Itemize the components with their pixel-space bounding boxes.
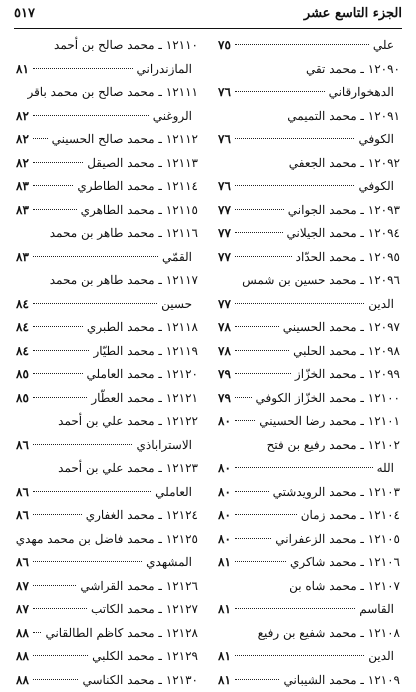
index-entry	[218, 222, 400, 246]
entry-page-number: ٧٦	[218, 128, 231, 152]
entry-text: ١٢١١٣ ـ محمد الصيقل	[87, 152, 198, 176]
entry-text: ١٢٠٩٨ ـ محمد الحلبي	[293, 340, 400, 364]
entry-page-number: ٨٦	[16, 481, 29, 505]
entry-text: ١٢١١٧ ـ محمد طاهر بن محمد	[50, 273, 198, 287]
entry-page-number: ٧٥	[218, 34, 231, 58]
index-entry	[218, 246, 400, 270]
entry-text: ١٢١٠٦ ـ محمد شاكري	[290, 551, 400, 575]
entry-page-number: ٨٢	[16, 152, 29, 176]
entry-page-number: ٧٧	[218, 199, 231, 223]
index-entry-continuation	[218, 128, 400, 152]
index-entry	[218, 481, 400, 505]
entry-page-number: ٨٧	[16, 575, 29, 599]
entry-text: ١٢١٠٧ ـ محمد شاه بن	[289, 579, 400, 593]
entry-text: ١٢١٣٠ ـ محمد الكناسي	[82, 669, 198, 692]
dot-leader	[33, 397, 87, 398]
entry-page-number: ٧٧	[218, 222, 231, 246]
entry-text: حسين	[161, 293, 192, 317]
entry-text: علي	[373, 34, 394, 58]
entry-text: ١٢١٢٨ ـ محمد كاظم الطالقاني	[45, 622, 198, 646]
index-entry-continuation	[16, 58, 198, 82]
index-entry	[218, 410, 400, 434]
entry-page-number: ٧٧	[218, 246, 231, 270]
index-entry	[218, 105, 400, 129]
entry-text: ١٢١٢٥ ـ محمد فاضل بن محمد مهدي	[16, 532, 198, 546]
dot-leader	[235, 561, 286, 562]
dot-leader	[33, 185, 73, 186]
entry-text: ١٢١٠٣ ـ محمد الرويدشتي	[273, 481, 400, 505]
dot-leader	[33, 514, 82, 515]
entry-text: ١٢١٢٤ ـ محمد الغفاري	[86, 504, 198, 528]
entry-page-number: ٨١	[218, 598, 231, 622]
entry-page-number: ٨٦	[16, 504, 29, 528]
entry-text: ١٢١١٤ ـ محمد الطاطري	[77, 175, 198, 199]
entry-text: ١٢٠٩١ ـ محمد التميمي	[287, 109, 400, 123]
index-entry	[16, 81, 198, 105]
entry-text: ١٢١٠٠ ـ محمد الخزّاز الكوفي	[256, 387, 400, 411]
entry-text: ١٢٠٩٩ ـ محمد الخزّاز	[295, 363, 400, 387]
dot-leader	[235, 138, 355, 139]
index-entry-continuation	[16, 246, 198, 270]
entry-text: ١٢٠٩٥ ـ محمد الحدّاد	[296, 246, 400, 270]
dot-leader	[33, 655, 88, 656]
index-entry-continuation	[16, 434, 198, 458]
entry-text: القاسم	[359, 598, 394, 622]
index-entry	[16, 528, 198, 552]
entry-page-number: ٨٦	[16, 434, 29, 458]
index-column-right	[218, 34, 400, 692]
entry-text: الكوفي	[358, 128, 394, 152]
dot-leader	[33, 585, 76, 586]
entry-text: ١٢٠٩٢ ـ محمد الجعفي	[289, 156, 400, 170]
index-entry	[16, 128, 198, 152]
index-entry	[16, 269, 198, 293]
index-entry	[16, 363, 198, 387]
entry-text: ١٢١٢٠ ـ محمد العاملي	[87, 363, 198, 387]
entry-page-number: ٨١	[16, 58, 29, 82]
dot-leader	[33, 679, 79, 680]
entry-text: القمّي	[162, 246, 192, 270]
entry-text: ١٢١١٦ ـ محمد طاهر بن محمد	[50, 226, 198, 240]
index-entry	[218, 504, 400, 528]
entry-page-number: ٧٦	[218, 81, 231, 105]
dot-leader	[33, 68, 133, 69]
dot-leader	[235, 209, 284, 210]
dot-leader	[235, 467, 373, 468]
entry-page-number: ٨٤	[16, 293, 29, 317]
entry-page-number: ٨٧	[16, 598, 29, 622]
index-entry-continuation	[218, 645, 400, 669]
index-entry	[218, 551, 400, 575]
running-title: الجزء التاسع عشر	[304, 6, 402, 21]
entry-page-number: ٨٠	[218, 457, 231, 481]
index-entry	[16, 175, 198, 199]
dot-leader	[33, 303, 157, 304]
entry-page-number: ٨١	[218, 669, 231, 692]
entry-page-number: ٨٠	[218, 504, 231, 528]
entry-page-number: ٨٦	[16, 551, 29, 575]
index-entry-continuation	[218, 81, 400, 105]
entry-text: ١٢٠٩٦ ـ محمد حسين بن شمس	[242, 273, 400, 287]
dot-leader	[235, 397, 252, 398]
index-entry	[16, 34, 198, 58]
entry-text: المشهدي	[146, 551, 192, 575]
entry-text: ١٢١٢٩ ـ محمد الكلبي	[92, 645, 198, 669]
index-entry-continuation	[218, 457, 400, 481]
entry-page-number: ٨٠	[218, 528, 231, 552]
entry-text: ١٢١٠٩ ـ محمد الشيباني	[283, 669, 400, 692]
entry-page-number: ٨٨	[16, 622, 29, 646]
entry-text: الدين	[368, 293, 394, 317]
index-entry	[16, 340, 198, 364]
index-entry	[16, 152, 198, 176]
entry-page-number: ٨٣	[16, 246, 29, 270]
entry-page-number: ٨٨	[16, 645, 29, 669]
dot-leader	[235, 44, 369, 45]
entry-text: الكوفي	[358, 175, 394, 199]
dot-leader	[235, 373, 291, 374]
dot-leader	[33, 608, 87, 609]
entry-text: ١٢١٢٦ ـ محمد القراشي	[80, 575, 198, 599]
dot-leader	[33, 444, 133, 445]
entry-text: ١٢١٠٤ ـ محمد زمان	[301, 504, 400, 528]
entry-text: ١٢٠٩٤ ـ محمد الجيلاني	[287, 222, 400, 246]
index-entry	[218, 434, 400, 458]
entry-page-number: ٨٠	[218, 410, 231, 434]
entry-text: ١٢١١١ ـ محمد صالح بن محمد باقر	[27, 85, 198, 99]
index-entry-continuation	[16, 105, 198, 129]
index-entry-continuation	[218, 293, 400, 317]
entry-text: ١٢١٢٣ ـ محمد علي بن أحمد	[58, 461, 198, 475]
dot-leader	[235, 232, 283, 233]
entry-text: ١٢١٠٢ ـ محمد رفيع بن فتح	[267, 438, 400, 452]
index-entry	[218, 669, 400, 692]
index-entry	[218, 528, 400, 552]
entry-page-number: ٨٨	[16, 669, 29, 692]
entry-text: ١٢١٠٨ ـ محمد شفيع بن رفيع	[258, 626, 400, 640]
entry-page-number: ٨٥	[16, 363, 29, 387]
index-entry	[218, 340, 400, 364]
entry-text: ١٢٠٩٣ ـ محمد الجواني	[288, 199, 400, 223]
entry-text: ١٢١١٩ ـ محمد الطيّار	[93, 340, 198, 364]
dot-leader	[33, 326, 83, 327]
index-entry	[16, 669, 198, 692]
dot-leader	[235, 491, 269, 492]
dot-leader	[33, 350, 90, 351]
entry-page-number: ٨٣	[16, 175, 29, 199]
entry-text: ١٢١٢١ ـ محمد العطّار	[91, 387, 198, 411]
dot-leader	[235, 608, 355, 609]
index-entry	[218, 316, 400, 340]
header-rule	[14, 28, 402, 29]
entry-text: ١٢٠٩٧ ـ محمد الحسيني	[283, 316, 400, 340]
entry-page-number: ٧٩	[218, 363, 231, 387]
index-entry	[218, 622, 400, 646]
index-entry	[16, 645, 198, 669]
entry-text: الاستراباذي	[136, 434, 192, 458]
dot-leader	[33, 138, 48, 139]
index-entry	[218, 152, 400, 176]
entry-page-number: ٧٦	[218, 175, 231, 199]
dot-leader	[33, 632, 42, 633]
dot-leader	[33, 373, 83, 374]
entry-text: ١٢١١٠ ـ محمد صالح بن أحمد	[54, 38, 198, 52]
index-entry	[16, 199, 198, 223]
dot-leader	[235, 256, 292, 257]
dot-leader	[235, 655, 364, 656]
entry-text: ١٢١١٢ ـ محمد صالح الحسيني	[52, 128, 198, 152]
index-entry	[218, 387, 400, 411]
page-number: ٥١٧	[14, 6, 35, 21]
entry-text: ١٢١٢٧ ـ محمد الكاتب	[91, 598, 198, 622]
entry-text: الروغني	[153, 105, 192, 129]
entry-text: ١٢١١٥ ـ محمد الطاهري	[81, 199, 198, 223]
entry-page-number: ٧٧	[218, 293, 231, 317]
dot-leader	[33, 162, 83, 163]
entry-page-number: ٨٣	[16, 199, 29, 223]
index-entry	[218, 58, 400, 82]
entry-page-number: ٨١	[218, 645, 231, 669]
entry-page-number: ٨٤	[16, 316, 29, 340]
entry-page-number: ٨٠	[218, 481, 231, 505]
index-entry	[16, 504, 198, 528]
entry-text: ١٢١١٨ ـ محمد الطبري	[87, 316, 198, 340]
dot-leader	[235, 538, 271, 539]
dot-leader	[33, 561, 142, 562]
dot-leader	[235, 350, 289, 351]
index-entry	[218, 199, 400, 223]
entry-text: المازندراني	[137, 58, 193, 82]
index-entry	[16, 575, 198, 599]
entry-text: الله	[377, 457, 394, 481]
entry-text: ١٢١٠١ ـ محمد رضا الحسيني	[259, 410, 400, 434]
page-header	[14, 6, 402, 26]
entry-page-number: ٨١	[218, 551, 231, 575]
entry-page-number: ٧٩	[218, 387, 231, 411]
dot-leader	[33, 256, 158, 257]
index-entry-continuation	[16, 551, 198, 575]
entry-text: ١٢١٠٥ ـ محمد الزعفراني	[275, 528, 400, 552]
dot-leader	[235, 303, 364, 304]
entry-text: الدين	[368, 645, 394, 669]
dot-leader	[235, 420, 255, 421]
dot-leader	[33, 491, 151, 492]
index-entry	[16, 410, 198, 434]
entry-text: الدهخوارقاني	[329, 81, 394, 105]
index-entry-continuation	[16, 481, 198, 505]
index-entry	[16, 622, 198, 646]
index-entry	[16, 387, 198, 411]
entry-page-number: ٧٨	[218, 316, 231, 340]
dot-leader	[235, 91, 325, 92]
index-entry	[218, 269, 400, 293]
entry-text: العاملي	[155, 481, 192, 505]
entry-page-number: ٨٥	[16, 387, 29, 411]
index-entry-continuation	[16, 293, 198, 317]
dot-leader	[235, 326, 279, 327]
index-entry	[218, 575, 400, 599]
index-entry-continuation	[218, 175, 400, 199]
entry-page-number: ٨٢	[16, 128, 29, 152]
dot-leader	[235, 679, 280, 680]
index-entry	[16, 457, 198, 481]
entry-text: ١٢١٢٢ ـ محمد علي بن أحمد	[58, 414, 198, 428]
entry-page-number: ٧٨	[218, 340, 231, 364]
entry-page-number: ٨٤	[16, 340, 29, 364]
dot-leader	[33, 115, 149, 116]
index-entry-continuation	[218, 34, 400, 58]
dot-leader	[235, 514, 297, 515]
dot-leader	[33, 209, 77, 210]
index-entry	[16, 316, 198, 340]
entry-page-number: ٨٢	[16, 105, 29, 129]
index-entry	[218, 363, 400, 387]
entry-text: ١٢٠٩٠ ـ محمد تقي	[306, 62, 400, 76]
index-entry	[16, 222, 198, 246]
index-column-left	[16, 34, 198, 692]
dot-leader	[235, 185, 355, 186]
